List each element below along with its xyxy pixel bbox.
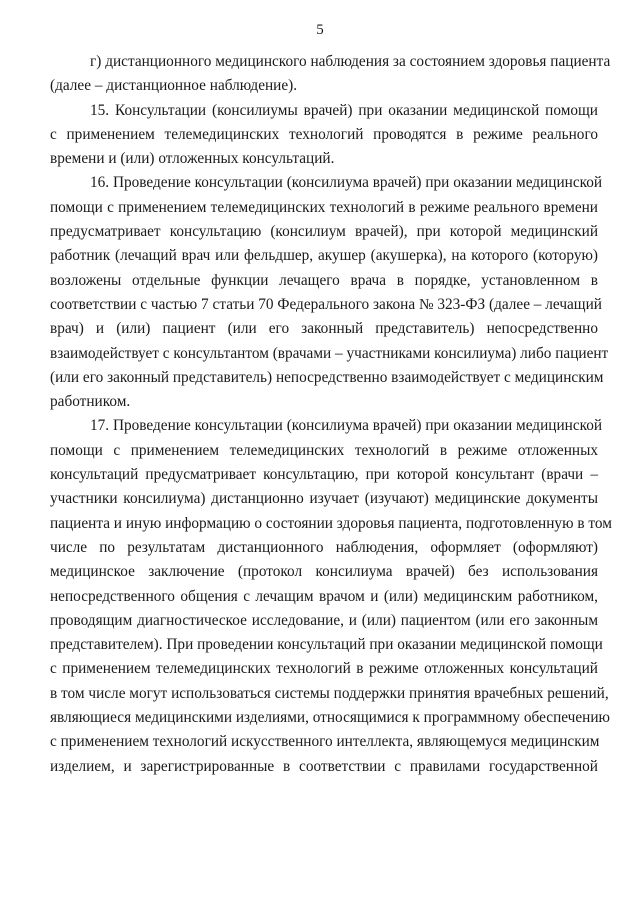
text-line: (или его законный представитель) непосредственно взаимодействует с медицинским bbox=[50, 368, 604, 386]
text-line: с применением телемедицинских технологий проводятся в режиме реального bbox=[50, 125, 598, 143]
text-line: консультаций предусматривает консультацию, при которой консультант (врачи – bbox=[50, 466, 598, 484]
text-line: взаимодействует с консультантом (врачами – участниками консилиума) либо пациент bbox=[50, 344, 609, 362]
text-line: работник (лечащий врач или фельдшер, акушер (акушерка), на которого (которую) bbox=[50, 247, 598, 265]
text-line: г) дистанционного медицинского наблюдения за состоянием здоровья пациента bbox=[90, 53, 611, 70]
text-line: помощи с применением телемедицинских технологий в режиме отложенных bbox=[50, 441, 598, 459]
text-line: непосредственного общения с лечащим врачом и (или) медицинским работником, bbox=[50, 587, 598, 605]
text-line: (далее – дистанционное наблюдение). bbox=[50, 77, 298, 95]
text-line: числе по результатам дистанционного наблюдения, оформляет (оформляют) bbox=[50, 538, 598, 556]
text-line: медицинское заключение (протокол консилиума врачей) без использования bbox=[50, 563, 598, 581]
text-line: работником. bbox=[50, 393, 131, 411]
text-line: возложены отдельные функции лечащего врача в порядке, установленном в bbox=[50, 271, 598, 289]
text-line: помощи с применением телемедицинских технологий в режиме реального времени bbox=[50, 198, 598, 216]
text-line: являющиеся медицинскими изделиями, относящимися к программному обеспечению bbox=[50, 709, 610, 727]
text-line: пациента и иную информацию о состоянии здоровья пациента, подготовленную в том bbox=[50, 514, 612, 532]
text-line: 17. Проведение консультации (консилиума врачей) при оказании медицинской bbox=[90, 417, 603, 435]
page-number: 5 bbox=[316, 22, 324, 38]
text-line: 15. Консультации (консилиумы врачей) при оказании медицинской помощи bbox=[90, 101, 598, 119]
text-line: предусматривает консультацию (консилиум врачей), при которой медицинский bbox=[50, 223, 598, 241]
text-line: представителем). При проведении консультаций при оказании медицинской помощи bbox=[50, 636, 603, 654]
document-body bbox=[50, 50, 612, 779]
text-line: врач) и (или) пациент (или его законный представитель) непосредственно bbox=[50, 320, 598, 338]
text-line: 16. Проведение консультации (консилиума врачей) при оказании медицинской bbox=[90, 174, 603, 192]
text-line: с применением телемедицинских технологий в режиме отложенных консультаций bbox=[50, 660, 598, 678]
text-line: соответствии с частью 7 статьи 70 Федерального закона № 323-ФЗ (далее – лечащий bbox=[50, 295, 602, 313]
text-line: с применением технологий искусственного интеллекта, являющемуся медицинским bbox=[50, 733, 600, 751]
text-line: изделием, и зарегистрированные в соответствии с правилами государственной bbox=[50, 757, 598, 775]
text-line: проводящим диагностическое исследование, и (или) пациентом (или его законным bbox=[50, 611, 598, 629]
text-line: в том числе могут использоваться системы поддержки принятия врачебных решений, bbox=[50, 684, 609, 702]
text-line: времени и (или) отложенных консультаций. bbox=[50, 150, 335, 168]
text-line: участники консилиума) дистанционно изучает (изучают) медицинские документы bbox=[50, 490, 598, 508]
